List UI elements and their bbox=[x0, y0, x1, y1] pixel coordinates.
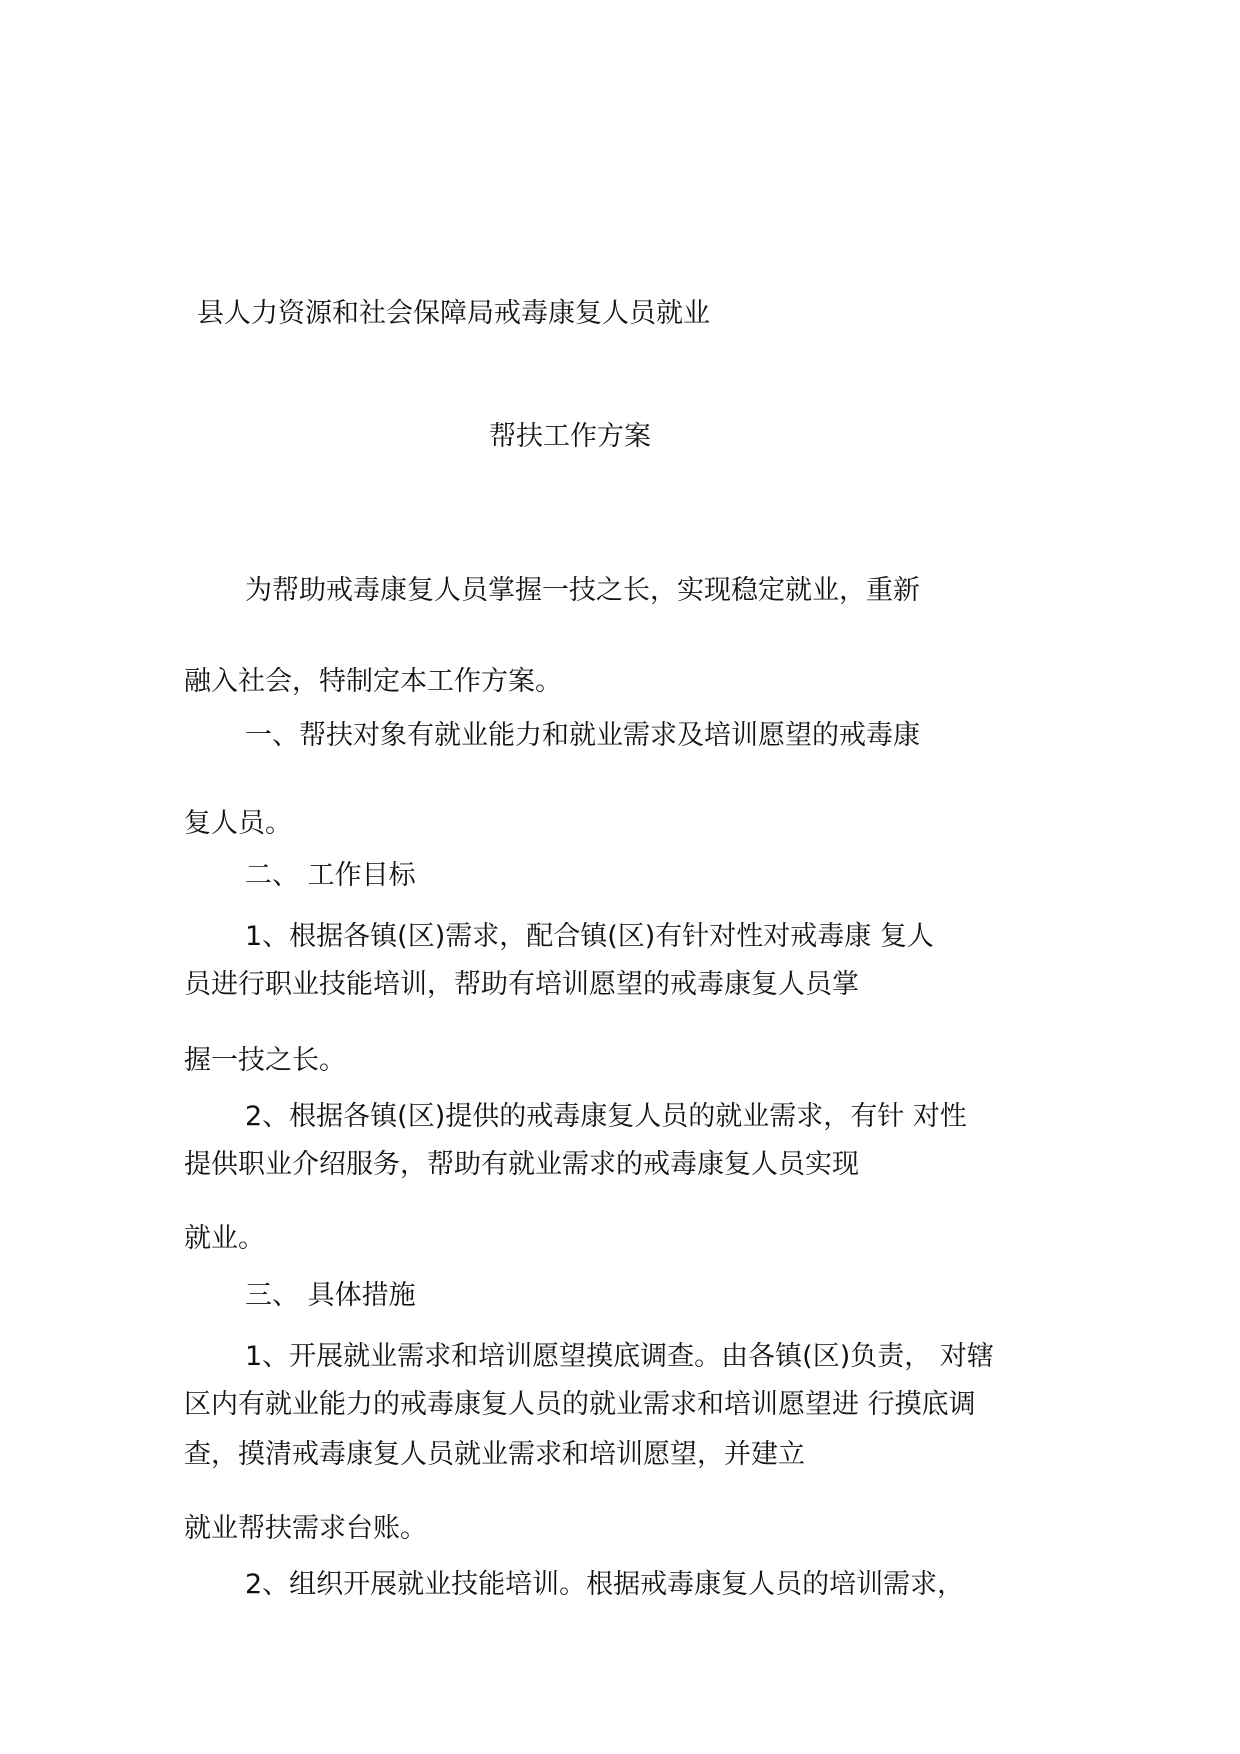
paragraph-line: 融入社会，特制定本工作方案。 bbox=[184, 666, 562, 697]
section-heading-2: 二、 工作目标 bbox=[245, 860, 416, 891]
list-item-line: 1、根据各镇(区)需求，配合镇(区)有针对性对戒毒康 复人 bbox=[245, 921, 934, 952]
paragraph-line: 复人员。 bbox=[184, 808, 292, 839]
paragraph-line: 为帮助戒毒康复人员掌握一技之长，实现稳定就业，重新 bbox=[245, 575, 920, 606]
document-title-line-1: 县人力资源和社会保障局戒毒康复人员就业 bbox=[197, 298, 710, 329]
list-item-line: 就业。 bbox=[184, 1223, 265, 1254]
list-item-line: 2、组织开展就业技能培训。根据戒毒康复人员的培训需求， bbox=[245, 1569, 965, 1600]
list-item-line: 就业帮扶需求台账。 bbox=[184, 1513, 427, 1544]
list-item-line: 查，摸清戒毒康复人员就业需求和培训愿望，并建立 bbox=[184, 1439, 805, 1470]
list-item-line: 1、开展就业需求和培训愿望摸底调查。由各镇(区)负责， 对辖 bbox=[245, 1341, 994, 1372]
list-item-line: 提供职业介绍服务，帮助有就业需求的戒毒康复人员实现 bbox=[184, 1149, 859, 1180]
list-item-line: 员进行职业技能培训，帮助有培训愿望的戒毒康复人员掌 bbox=[184, 969, 859, 1000]
section-heading-1: 一、帮扶对象有就业能力和就业需求及培训愿望的戒毒康 bbox=[245, 720, 920, 751]
list-item-line: 区内有就业能力的戒毒康复人员的就业需求和培训愿望进 行摸底调 bbox=[184, 1389, 976, 1420]
list-item-line: 握一技之长。 bbox=[184, 1045, 346, 1076]
section-heading-3: 三、 具体措施 bbox=[245, 1280, 416, 1311]
document-title-line-2: 帮扶工作方案 bbox=[489, 421, 651, 452]
list-item-line: 2、根据各镇(区)提供的戒毒康复人员的就业需求，有针 对性 bbox=[245, 1101, 967, 1132]
